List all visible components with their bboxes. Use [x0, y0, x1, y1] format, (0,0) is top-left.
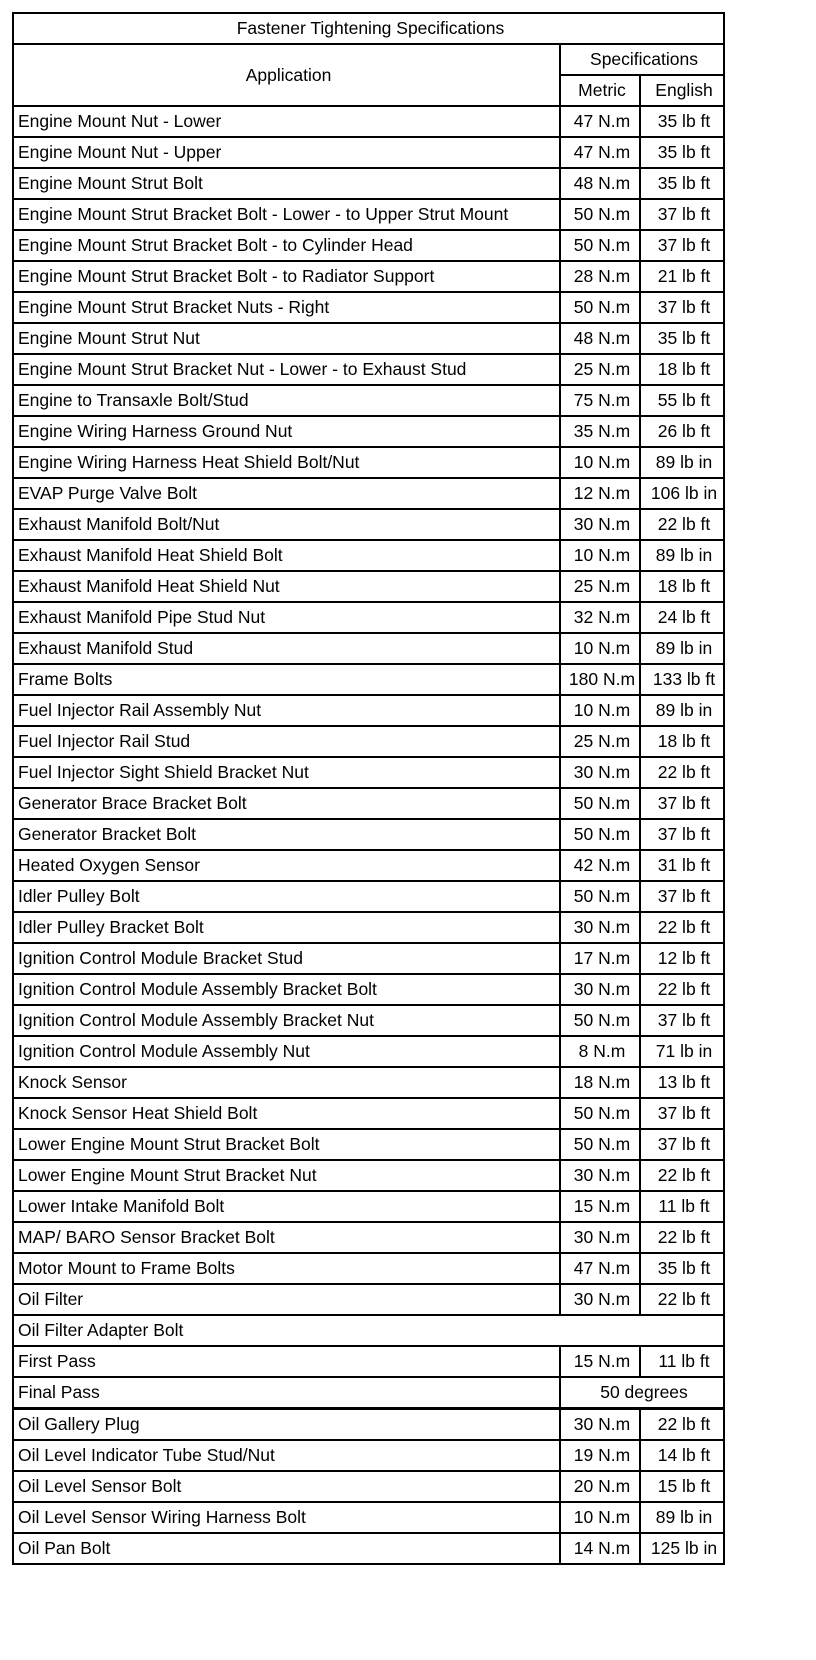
metric-cell: 8 N.m	[560, 1036, 640, 1067]
metric-cell: 50 N.m	[560, 1098, 640, 1129]
application-cell: Generator Brace Bracket Bolt	[13, 788, 560, 819]
application-cell: Lower Engine Mount Strut Bracket Nut	[13, 1160, 560, 1191]
application-cell: Oil Pan Bolt	[13, 1533, 560, 1564]
table-title: Fastener Tightening Specifications	[13, 13, 724, 44]
metric-cell: 30 N.m	[560, 1222, 640, 1253]
metric-cell: 50 N.m	[560, 881, 640, 912]
english-cell: 21 lb ft	[640, 261, 724, 292]
application-cell: Fuel Injector Sight Shield Bracket Nut	[13, 757, 560, 788]
application-cell: Engine Mount Strut Bracket Nuts - Right	[13, 292, 560, 323]
metric-cell: 10 N.m	[560, 447, 640, 478]
metric-cell: 30 N.m	[560, 974, 640, 1005]
english-cell: 35 lb ft	[640, 137, 724, 168]
application-cell: Oil Gallery Plug	[13, 1409, 560, 1441]
table-row	[13, 1067, 724, 1098]
table-row	[13, 1533, 724, 1564]
table-row	[13, 850, 724, 881]
metric-cell: 10 N.m	[560, 633, 640, 664]
application-cell: Engine to Transaxle Bolt/Stud	[13, 385, 560, 416]
fastener-spec-table	[12, 12, 725, 1565]
application-cell: Exhaust Manifold Heat Shield Bolt	[13, 540, 560, 571]
table-row	[13, 385, 724, 416]
table-row	[13, 757, 724, 788]
application-cell: Engine Mount Nut - Upper	[13, 137, 560, 168]
application-cell: Generator Bracket Bolt	[13, 819, 560, 850]
metric-cell: 10 N.m	[560, 695, 640, 726]
english-cell: 22 lb ft	[640, 509, 724, 540]
english-cell: 37 lb ft	[640, 819, 724, 850]
table-row	[13, 447, 724, 478]
english-cell: 22 lb ft	[640, 1284, 724, 1315]
english-cell: 22 lb ft	[640, 1160, 724, 1191]
table-row	[13, 1315, 724, 1346]
application-cell: Idler Pulley Bolt	[13, 881, 560, 912]
english-cell: 35 lb ft	[640, 1253, 724, 1284]
application-cell: Knock Sensor	[13, 1067, 560, 1098]
english-cell: 106 lb in	[640, 478, 724, 509]
application-cell: Engine Mount Strut Bracket Bolt - Lower - to Upper Strut Mount	[13, 199, 560, 230]
table-row	[13, 881, 724, 912]
english-cell: 37 lb ft	[640, 1005, 724, 1036]
english-cell: 26 lb ft	[640, 416, 724, 447]
english-cell: 35 lb ft	[640, 323, 724, 354]
application-cell: Engine Mount Nut - Lower	[13, 106, 560, 137]
english-cell: 89 lb in	[640, 1502, 724, 1533]
table-row	[13, 1346, 724, 1377]
metric-cell: 30 N.m	[560, 1284, 640, 1315]
metric-cell: 50 N.m	[560, 1005, 640, 1036]
metric-cell: 25 N.m	[560, 571, 640, 602]
specifications-header: Specifications	[560, 44, 724, 75]
table-row	[13, 602, 724, 633]
application-cell: First Pass	[13, 1346, 560, 1377]
metric-cell: 35 N.m	[560, 416, 640, 447]
table-row	[13, 664, 724, 695]
table-row	[13, 137, 724, 168]
table-row	[13, 695, 724, 726]
table-row	[13, 1098, 724, 1129]
english-cell: 22 lb ft	[640, 757, 724, 788]
application-cell: Engine Wiring Harness Ground Nut	[13, 416, 560, 447]
application-cell: Oil Level Sensor Wiring Harness Bolt	[13, 1502, 560, 1533]
table-row	[13, 726, 724, 757]
table-row	[13, 540, 724, 571]
application-cell: Fuel Injector Rail Stud	[13, 726, 560, 757]
application-cell: Engine Mount Strut Bracket Bolt - to Radiator Support	[13, 261, 560, 292]
application-cell: Engine Mount Strut Bolt	[13, 168, 560, 199]
table-row	[13, 509, 724, 540]
application-cell: Engine Mount Strut Bracket Nut - Lower - to Exhaust Stud	[13, 354, 560, 385]
english-cell: 14 lb ft	[640, 1440, 724, 1471]
table-row	[13, 292, 724, 323]
table-row	[13, 168, 724, 199]
metric-cell: 50 N.m	[560, 292, 640, 323]
application-cell: Engine Mount Strut Bracket Bolt - to Cylinder Head	[13, 230, 560, 261]
english-cell: 18 lb ft	[640, 571, 724, 602]
english-cell: 22 lb ft	[640, 1409, 724, 1441]
metric-cell: 47 N.m	[560, 1253, 640, 1284]
english-cell: 37 lb ft	[640, 292, 724, 323]
metric-cell: 12 N.m	[560, 478, 640, 509]
english-cell: 133 lb ft	[640, 664, 724, 695]
english-cell: 125 lb in	[640, 1533, 724, 1564]
english-cell: 89 lb in	[640, 633, 724, 664]
table-body	[13, 106, 724, 1564]
combined-spec-cell: 50 degrees	[560, 1377, 724, 1409]
table-row	[13, 1222, 724, 1253]
table-row	[13, 1440, 724, 1471]
table-row	[13, 1377, 724, 1409]
metric-cell: 15 N.m	[560, 1346, 640, 1377]
english-header: English	[640, 75, 724, 106]
english-cell: 89 lb in	[640, 540, 724, 571]
application-cell: Engine Wiring Harness Heat Shield Bolt/Nut	[13, 447, 560, 478]
table-row	[13, 788, 724, 819]
application-cell: Ignition Control Module Assembly Bracket Nut	[13, 1005, 560, 1036]
metric-cell: 10 N.m	[560, 1502, 640, 1533]
metric-cell: 19 N.m	[560, 1440, 640, 1471]
english-cell: 35 lb ft	[640, 106, 724, 137]
english-cell: 89 lb in	[640, 447, 724, 478]
english-cell: 35 lb ft	[640, 168, 724, 199]
metric-cell: 25 N.m	[560, 354, 640, 385]
table-row	[13, 261, 724, 292]
table-row	[13, 819, 724, 850]
metric-cell: 47 N.m	[560, 137, 640, 168]
table-row	[13, 230, 724, 261]
metric-cell: 28 N.m	[560, 261, 640, 292]
table-row	[13, 478, 724, 509]
metric-cell: 48 N.m	[560, 323, 640, 354]
english-cell: 89 lb in	[640, 695, 724, 726]
table-row	[13, 943, 724, 974]
metric-cell: 15 N.m	[560, 1191, 640, 1222]
application-header: Application	[13, 44, 560, 106]
table-row	[13, 1284, 724, 1315]
application-cell: Exhaust Manifold Pipe Stud Nut	[13, 602, 560, 633]
application-cell: Knock Sensor Heat Shield Bolt	[13, 1098, 560, 1129]
application-cell: Exhaust Manifold Stud	[13, 633, 560, 664]
metric-cell: 75 N.m	[560, 385, 640, 416]
metric-cell: 30 N.m	[560, 912, 640, 943]
english-cell: 15 lb ft	[640, 1471, 724, 1502]
metric-cell: 48 N.m	[560, 168, 640, 199]
metric-cell: 18 N.m	[560, 1067, 640, 1098]
table-row	[13, 1129, 724, 1160]
application-cell: EVAP Purge Valve Bolt	[13, 478, 560, 509]
metric-cell: 10 N.m	[560, 540, 640, 571]
english-cell: 37 lb ft	[640, 199, 724, 230]
table-row	[13, 1160, 724, 1191]
table-row	[13, 1253, 724, 1284]
application-cell: Oil Level Indicator Tube Stud/Nut	[13, 1440, 560, 1471]
english-cell: 37 lb ft	[640, 1098, 724, 1129]
metric-cell: 25 N.m	[560, 726, 640, 757]
application-cell: Lower Intake Manifold Bolt	[13, 1191, 560, 1222]
application-cell: Ignition Control Module Bracket Stud	[13, 943, 560, 974]
table-row	[13, 974, 724, 1005]
metric-cell: 14 N.m	[560, 1533, 640, 1564]
english-cell: 12 lb ft	[640, 943, 724, 974]
application-cell: Ignition Control Module Assembly Bracket Bolt	[13, 974, 560, 1005]
metric-cell: 50 N.m	[560, 199, 640, 230]
application-cell: Oil Level Sensor Bolt	[13, 1471, 560, 1502]
table-row	[13, 354, 724, 385]
table-row	[13, 1471, 724, 1502]
english-cell: 37 lb ft	[640, 788, 724, 819]
metric-cell: 180 N.m	[560, 664, 640, 695]
application-cell: Engine Mount Strut Nut	[13, 323, 560, 354]
metric-header: Metric	[560, 75, 640, 106]
application-cell: Exhaust Manifold Heat Shield Nut	[13, 571, 560, 602]
english-cell: 37 lb ft	[640, 881, 724, 912]
english-cell: 22 lb ft	[640, 1222, 724, 1253]
table-row	[13, 571, 724, 602]
english-cell: 31 lb ft	[640, 850, 724, 881]
english-cell: 24 lb ft	[640, 602, 724, 633]
metric-cell: 50 N.m	[560, 819, 640, 850]
english-cell: 22 lb ft	[640, 912, 724, 943]
english-cell: 11 lb ft	[640, 1346, 724, 1377]
application-cell: Oil Filter Adapter Bolt	[13, 1315, 724, 1346]
application-cell: Fuel Injector Rail Assembly Nut	[13, 695, 560, 726]
metric-cell: 42 N.m	[560, 850, 640, 881]
table-row	[13, 633, 724, 664]
application-cell: Final Pass	[13, 1377, 560, 1409]
table-row	[13, 199, 724, 230]
english-cell: 11 lb ft	[640, 1191, 724, 1222]
metric-cell: 47 N.m	[560, 106, 640, 137]
application-cell: Idler Pulley Bracket Bolt	[13, 912, 560, 943]
table-row	[13, 912, 724, 943]
application-cell: Heated Oxygen Sensor	[13, 850, 560, 881]
english-cell: 22 lb ft	[640, 974, 724, 1005]
english-cell: 18 lb ft	[640, 354, 724, 385]
application-cell: Lower Engine Mount Strut Bracket Bolt	[13, 1129, 560, 1160]
metric-cell: 32 N.m	[560, 602, 640, 633]
metric-cell: 17 N.m	[560, 943, 640, 974]
table-row	[13, 1502, 724, 1533]
table-row	[13, 1005, 724, 1036]
table-row	[13, 323, 724, 354]
application-cell: Frame Bolts	[13, 664, 560, 695]
table-row	[13, 1036, 724, 1067]
metric-cell: 30 N.m	[560, 757, 640, 788]
table-row	[13, 106, 724, 137]
table-row	[13, 1409, 724, 1441]
english-cell: 37 lb ft	[640, 1129, 724, 1160]
application-cell: Exhaust Manifold Bolt/Nut	[13, 509, 560, 540]
english-cell: 71 lb in	[640, 1036, 724, 1067]
english-cell: 55 lb ft	[640, 385, 724, 416]
application-cell: MAP/ BARO Sensor Bracket Bolt	[13, 1222, 560, 1253]
metric-cell: 50 N.m	[560, 1129, 640, 1160]
metric-cell: 30 N.m	[560, 1160, 640, 1191]
application-cell: Oil Filter	[13, 1284, 560, 1315]
table-row	[13, 1191, 724, 1222]
application-cell: Motor Mount to Frame Bolts	[13, 1253, 560, 1284]
table-row	[13, 416, 724, 447]
metric-cell: 50 N.m	[560, 230, 640, 261]
english-cell: 13 lb ft	[640, 1067, 724, 1098]
english-cell: 18 lb ft	[640, 726, 724, 757]
metric-cell: 20 N.m	[560, 1471, 640, 1502]
metric-cell: 50 N.m	[560, 788, 640, 819]
english-cell: 37 lb ft	[640, 230, 724, 261]
metric-cell: 30 N.m	[560, 1409, 640, 1441]
metric-cell: 30 N.m	[560, 509, 640, 540]
application-cell: Ignition Control Module Assembly Nut	[13, 1036, 560, 1067]
